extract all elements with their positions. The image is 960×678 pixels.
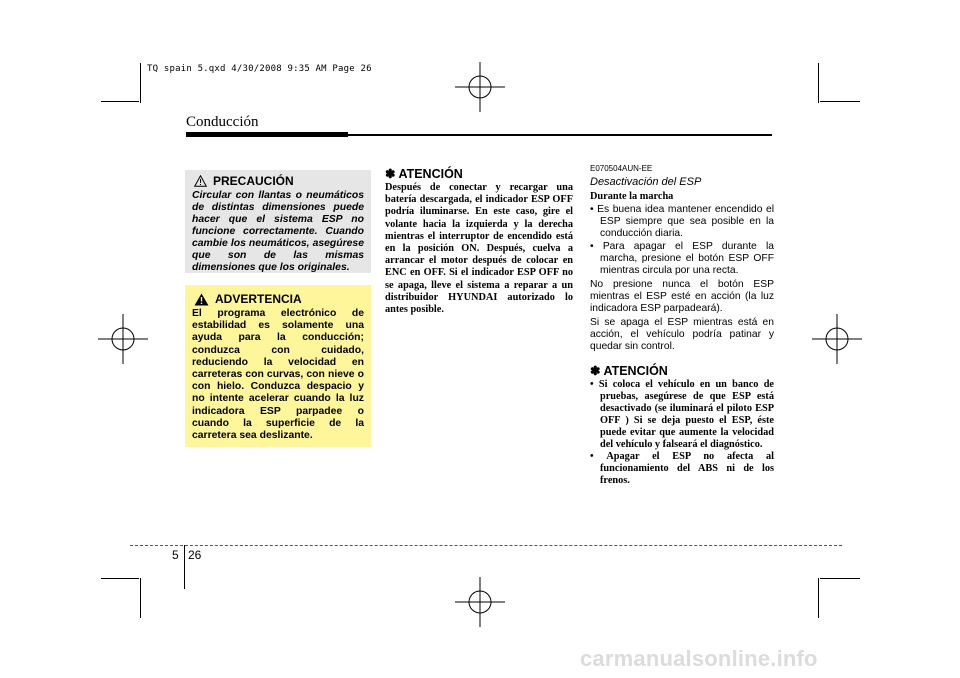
list-item: • Si coloca el vehículo en un banco de pruebas, asegúrese de que ESP está desactivado (se iluminará el piloto ESP OFF ) Si se deja puesto el ESP, éste puede evitar que aumente la velocidad del vehículo y falseará el diagnóstico. bbox=[590, 379, 774, 450]
attention-heading-1: ✽ ATENCIÓN bbox=[385, 167, 463, 181]
run-head: Durante la marcha bbox=[590, 191, 674, 202]
page-number: 26 bbox=[188, 548, 202, 562]
footer-rule bbox=[130, 545, 842, 546]
watermark: carmanualsonline.info bbox=[580, 646, 818, 671]
header-bar bbox=[186, 132, 348, 137]
caution-triangle-icon bbox=[194, 175, 207, 187]
registration-mark-bottom bbox=[455, 577, 505, 627]
registration-mark-right bbox=[812, 314, 862, 364]
list-item: • Es buena idea mantener encendido el ESP siempre que sea posible en la conducción diaria. bbox=[590, 204, 774, 239]
esp-section bbox=[590, 164, 774, 487]
caution-text: Circular con llantas o neumáticos de distintas dimensiones puede hacer que el sistema ESP no funcione correctamente. Cuando cambie los neumáticos, asegúrese que son de las mismas dimensiones que los originales. bbox=[192, 190, 364, 273]
registration-mark-left bbox=[98, 314, 148, 364]
page-number-divider bbox=[184, 545, 185, 589]
paragraph: Si se apaga el ESP mientras está en acción, el vehículo podría patinar y quedar sin control. bbox=[590, 317, 774, 352]
list-item: • Para apagar el ESP durante la marcha, presione el botón ESP OFF mientras circula por una recta. bbox=[590, 241, 774, 276]
warning-triangle-icon bbox=[194, 293, 209, 306]
caution-heading bbox=[194, 174, 364, 188]
attention-text-1: Después de conectar y recargar una batería descargada, el indicador ESP OFF podría iluminarse. En este caso, gire el volante hacia la izquierda y la derecha mientras el interruptor de encendido está en la posición ON. Después, cuelva a arrancar el motor después de colocar en ENC en OFF. Si el indicador ESP OFF no se apaga, lleve el sistema a reparar a un distribuidor HYUNDAI autorizado lo antes posible. bbox=[385, 182, 573, 316]
paragraph: No presione nunca el botón ESP mientras el ESP esté en acción (la luz indicadora ESP parpadeará). bbox=[590, 279, 774, 314]
section-code: E070504AUN-EE bbox=[590, 164, 653, 173]
warning-heading-label: ADVERTENCIA bbox=[215, 292, 302, 306]
attention-heading-2: ✽ ATENCIÓN bbox=[590, 364, 668, 378]
warning-text: El programa electrónico de estabilidad es solamente una ayuda para la conducción; conduzca con cuidado, reduciendo la velocidad en carreteras con curvas, con nieve o con hielo. Conduzca despacio y no intente acelerar cuando la luz indicadora ESP parpadee o cuando la superficie de la carretera sea deslizante. bbox=[192, 308, 364, 442]
caution-heading-label: PRECAUCIÓN bbox=[213, 174, 294, 188]
warning-box bbox=[185, 285, 371, 447]
list-item: • Apagar el ESP no afecta al funcionamiento del ABS ni de los frenos. bbox=[590, 451, 774, 486]
print-slug: TQ spain 5.qxd 4/30/2008 9:35 AM Page 26 bbox=[147, 64, 372, 74]
warning-heading bbox=[194, 292, 364, 306]
attention-block-1 bbox=[385, 166, 573, 316]
registration-mark-top bbox=[455, 62, 505, 112]
section-title: Desactivación del ESP bbox=[590, 176, 702, 188]
chapter-number: 5 bbox=[172, 548, 179, 562]
caution-box bbox=[185, 170, 371, 273]
page-title: Conducción bbox=[186, 114, 259, 130]
